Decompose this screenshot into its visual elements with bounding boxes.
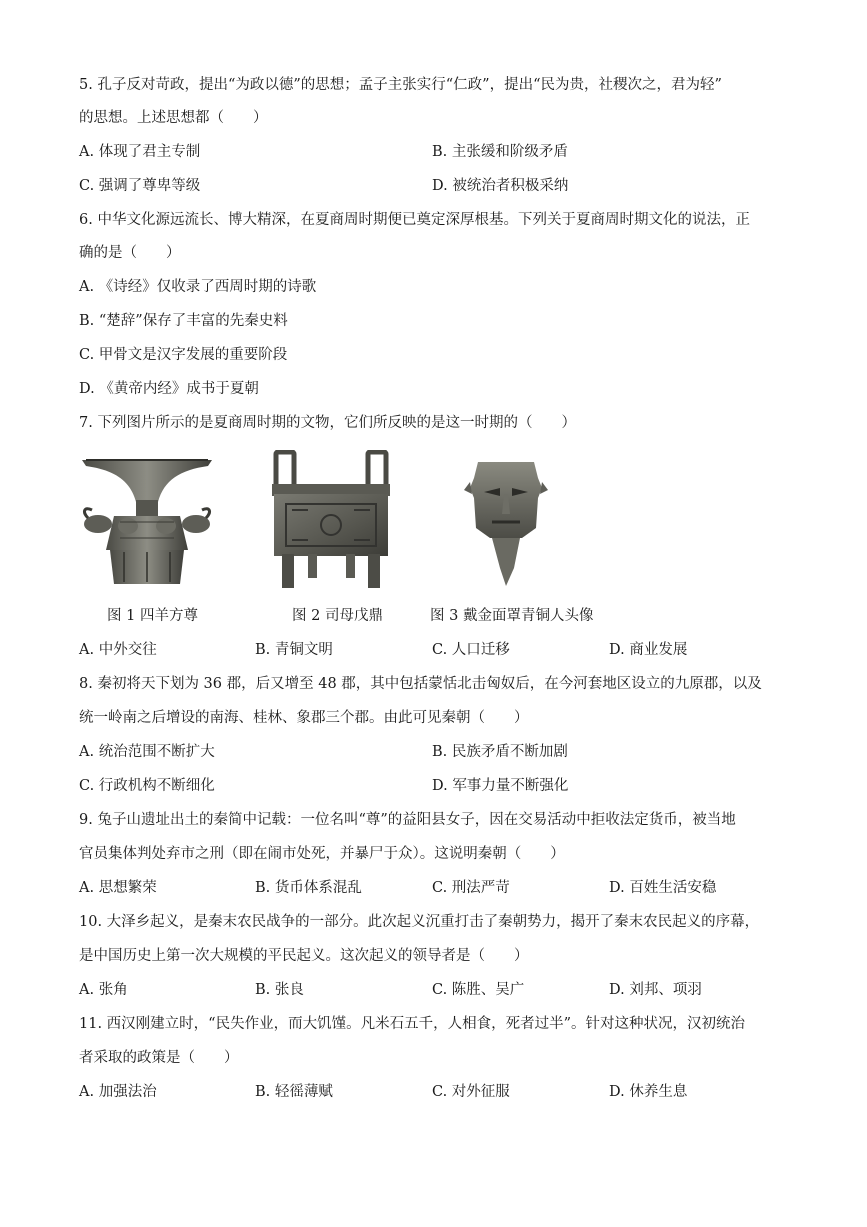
q5-option-c[interactable]: C. 强调了尊卑等级 [79,178,201,194]
q11-option-a[interactable]: A. 加强法治 [79,1084,157,1100]
q10-stem-line2: 是中国历史上第一次大规模的平民起义。这次起义的领导者是（ ） [79,948,529,964]
q11-option-c[interactable]: C. 对外征服 [432,1084,510,1100]
q5-option-a[interactable]: A. 体现了君主专制 [79,144,201,160]
q8-option-d[interactable]: D. 军事力量不断强化 [432,778,569,794]
q7-option-a[interactable]: A. 中外交往 [79,642,157,658]
q6-option-c[interactable]: C. 甲骨文是汉字发展的重要阶段 [79,347,288,363]
four-ram-zun-image [80,452,214,588]
q5-stem-line1: 5. 孔子反对苛政，提出“为政以德”的思想；孟子主张实行“仁政”，提出“民为贵，社稷次之，君为轻” [79,77,722,93]
q9-option-c[interactable]: C. 刑法严苛 [432,880,510,896]
q7-option-d[interactable]: D. 商业发展 [609,642,688,658]
q6-option-a[interactable]: A. 《诗经》仅收录了西周时期的诗歌 [79,279,317,295]
figure3-caption: 图 3 戴金面罩青铜人头像 [430,608,594,624]
q9-stem-line2: 官员集体判处弃市之刑（即在闹市处死，并暴尸于众）。这说明秦朝（ ） [79,846,565,862]
q7-stem-line1: 7. 下列图片所示的是夏商周时期的文物，它们所反映的是这一时期的（ ） [79,415,576,431]
figure1-caption: 图 1 四羊方尊 [107,608,198,624]
q6-option-d[interactable]: D. 《黄帝内经》成书于夏朝 [79,381,259,397]
q11-option-d[interactable]: D. 休养生息 [609,1084,688,1100]
q7-option-b[interactable]: B. 青铜文明 [255,642,333,658]
q11-stem-line2: 者采取的政策是（ ） [79,1050,239,1066]
q10-option-d[interactable]: D. 刘邦、项羽 [609,982,702,998]
q8-option-c[interactable]: C. 行政机构不断细化 [79,778,215,794]
q8-stem-line1: 8. 秦初将天下划为 36 郡，后又增至 48 郡，其中包括蒙恬北击匈奴后，在今河套地区设立的九原郡，以及 [79,676,762,692]
q8-stem-line2: 统一岭南之后增设的南海、桂林、象郡三个郡。由此可见秦朝（ ） [79,710,529,726]
q6-stem-line1: 6. 中华文化源远流长、博大精深，在夏商周时期便已奠定深厚根基。下列关于夏商周时期文化的说法，正 [79,212,750,228]
q10-option-a[interactable]: A. 张角 [79,982,128,998]
q5-option-d[interactable]: D. 被统治者积极采纳 [432,178,569,194]
q6-stem-line2: 确的是（ ） [79,245,181,261]
q7-option-c[interactable]: C. 人口迁移 [432,642,510,658]
figure2-caption: 图 2 司母戊鼎 [292,608,383,624]
q8-option-b[interactable]: B. 民族矛盾不断加剧 [432,744,568,760]
q10-option-c[interactable]: C. 陈胜、吴广 [432,982,525,998]
q9-option-b[interactable]: B. 货币体系混乱 [255,880,362,896]
simuwu-ding-image [268,450,394,590]
q5-option-b[interactable]: B. 主张缓和阶级矛盾 [432,144,568,160]
bronze-head-gold-mask-image [464,458,548,586]
q9-option-a[interactable]: A. 思想繁荣 [79,880,157,896]
q8-option-a[interactable]: A. 统治范围不断扩大 [79,744,215,760]
q11-stem-line1: 11. 西汉刚建立时，“民失作业，而大饥馑。凡米石五千，人相食，死者过半”。针对这种状况，汉初统治 [79,1016,745,1032]
q10-option-b[interactable]: B. 张良 [255,982,304,998]
q10-stem-line1: 10. 大泽乡起义，是秦末农民战争的一部分。此次起义沉重打击了秦朝势力，揭开了秦末农民起义的序幕， [79,914,760,930]
q6-option-b[interactable]: B. “楚辞”保存了丰富的先秦史料 [79,313,288,329]
q9-stem-line1: 9. 兔子山遗址出土的秦简中记载：一位名叫“尊”的益阳县女子，因在交易活动中拒收法定货币，被当地 [79,812,736,828]
q5-stem-line2: 的思想。上述思想都（ ） [79,110,268,126]
q11-option-b[interactable]: B. 轻徭薄赋 [255,1084,333,1100]
q9-option-d[interactable]: D. 百姓生活安稳 [609,880,717,896]
